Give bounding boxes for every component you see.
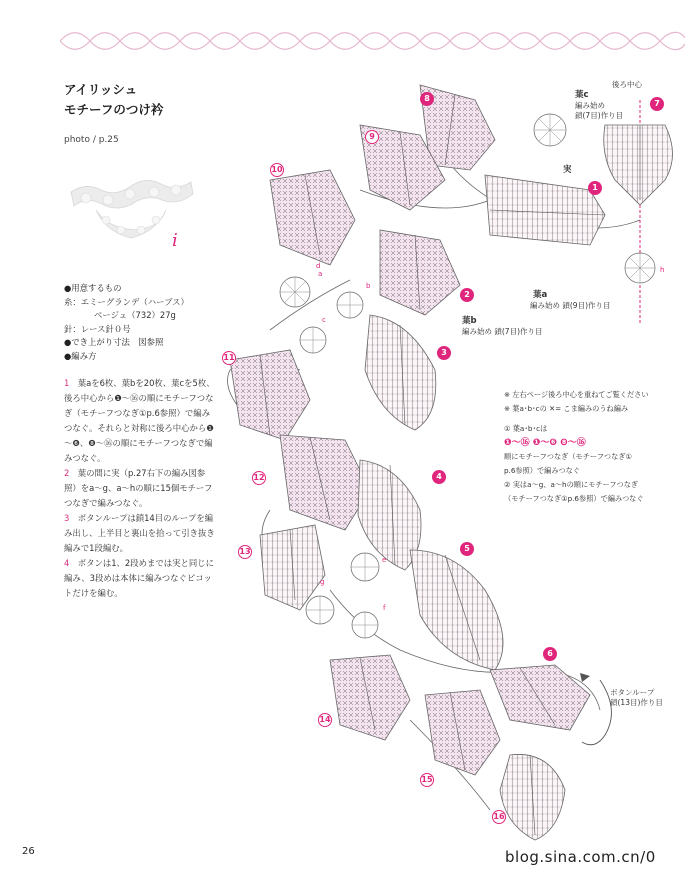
note-step1-sequence: ❶～⑯ ❶～❻ ❽～⑯ xyxy=(504,438,586,448)
leaf-a-start: 編み始め 鎖(9目)作り目 xyxy=(530,301,611,310)
source-watermark: blog.sina.com.cn/0 xyxy=(505,848,656,866)
fruit-letter-e: e xyxy=(382,556,387,564)
motif-number-12: 12 xyxy=(252,471,266,485)
photo-letter-label: i xyxy=(172,230,178,251)
step-3 xyxy=(64,511,216,556)
leaf-b-start: 編み始め 鎖(7目)作り目 xyxy=(462,327,543,336)
leaf-motif xyxy=(604,125,673,205)
motif-number-13: 13 xyxy=(238,545,252,559)
step-1 xyxy=(64,376,216,466)
step-number: 2 xyxy=(64,468,70,478)
leaf-c-label: 葉c xyxy=(575,90,589,100)
leaf-a-label: 葉a xyxy=(533,290,548,300)
fruit-letter-g: g xyxy=(320,578,325,586)
materials-needle: 針：レース針０号 xyxy=(64,323,131,334)
button-loop xyxy=(582,680,611,745)
materials-section xyxy=(64,282,214,363)
step-number: 1 xyxy=(64,378,70,388)
materials-heading: ●用意するもの xyxy=(64,283,122,293)
leaf-motif xyxy=(490,665,590,730)
leaf-c-chain: 鎖(7目)作り目 xyxy=(575,111,624,120)
leaf-motif xyxy=(425,690,500,775)
instruction-steps xyxy=(64,376,216,601)
step-number: 4 xyxy=(64,558,70,568)
motif-number-6: 6 xyxy=(543,647,557,661)
motif-number-10: 10 xyxy=(270,163,284,177)
step-text: ボタンは1、2段めまでは実と同じに編み、3段めは本体に編みつなぐピコットだけを編む。 xyxy=(64,558,214,598)
note-step1-tail1: 順にモチーフつなぎ（モチーフつなぎ① xyxy=(504,452,632,461)
motif-number-3: 3 xyxy=(437,346,451,360)
leaf-motif xyxy=(330,655,410,740)
page-title xyxy=(64,80,163,120)
leaf-c-start: 編み始め xyxy=(575,101,605,110)
leaf-motif xyxy=(410,550,503,670)
leaf-motif xyxy=(485,175,605,245)
note-step1-label: ① 葉a･b･cは xyxy=(504,424,548,433)
motif-number-9: 9 xyxy=(365,130,379,144)
title-line-2: モチーフのつけ衿 xyxy=(64,102,164,117)
note-step1-tail2: p.6参照）で編みつなぐ xyxy=(504,466,580,475)
note-overlap: ※ 左右ページ後ろ中心を重ねてご覧ください xyxy=(504,390,649,399)
motif-number-7: 7 xyxy=(650,97,664,111)
leaf-motif xyxy=(270,170,355,265)
leaf-motif xyxy=(280,435,370,530)
photo-reference: photo / p.25 xyxy=(64,135,119,145)
step-text: 葉の間に実（p.27右下の編み図参照）をa～g、a～hの順に15個モチーフつなぎで編みつなぐ。 xyxy=(64,468,213,508)
fruit-letter-a: a xyxy=(318,270,323,278)
decorative-top-border xyxy=(60,30,685,52)
step-number: 3 xyxy=(64,513,70,523)
finished-size: ●でき上がり寸法 図参照 xyxy=(64,337,164,347)
leaf-motif xyxy=(380,230,460,315)
page-number: 26 xyxy=(22,846,35,857)
note-step2-line1: ② 実はa～g、a～hの順にモチーフつなぎ xyxy=(504,480,639,489)
fruit-letter-h: h xyxy=(660,266,665,274)
motif-number-8: 8 xyxy=(420,92,434,106)
motif-number-4: 4 xyxy=(432,470,446,484)
button-loop-chain: 鎖(13目)作り目 xyxy=(610,698,663,707)
motif-number-1: 1 xyxy=(588,181,602,195)
materials-yarn: 糸：エミーグランデ（ハーブス） xyxy=(64,296,189,307)
motif-number-16: 16 xyxy=(492,810,506,824)
step-text: 葉aを6枚、葉bを20枚、葉cを5枚、後ろ中心から❶～⑯の順にモチーフつなぎ（モチーフつなぎ①p.6参照）で編みつなぐ。それらと対称に後ろ中心から❶～❻、❽～⑯の順にモチーフつなぎで編みつなぐ。 xyxy=(64,378,215,463)
motif-number-2: 2 xyxy=(460,288,474,302)
button-loop-label: ボタンループ xyxy=(610,688,655,697)
diagram-notes xyxy=(504,388,679,506)
step-text: ボタンループは鎖14目のループを編み出し、上半目と裏山を拾って引き抜き編みで1段編む。 xyxy=(64,513,215,553)
fruit-letter-b: b xyxy=(366,282,371,290)
note-stitch: ※ 葉a･b･cの ✕= こま編みのうね編み xyxy=(504,404,629,413)
fruit-label: 実 xyxy=(563,165,572,175)
title-line-1: アイリッシュ xyxy=(64,82,138,97)
leaf-b-label: 葉b xyxy=(462,316,477,326)
materials-yarn-color: ベージュ（732）27g xyxy=(94,310,176,320)
step-2 xyxy=(64,466,216,511)
fruit-letter-f: f xyxy=(383,604,386,612)
fruit-letter-d: d xyxy=(316,262,321,270)
motif-number-15: 15 xyxy=(420,773,434,787)
motif-number-11: 11 xyxy=(222,351,236,365)
back-center-label: 後ろ中心 xyxy=(612,80,642,89)
motif-number-14: 14 xyxy=(318,713,332,727)
method-heading: ●編み方 xyxy=(64,350,97,361)
motif-number-5: 5 xyxy=(460,542,474,556)
note-step2-line2: （モチーフつなぎ①p.6参照）で編みつなぐ xyxy=(504,494,644,503)
fruit-letter-c: c xyxy=(322,316,326,324)
step-4 xyxy=(64,556,216,601)
leaf-motif xyxy=(230,350,310,440)
